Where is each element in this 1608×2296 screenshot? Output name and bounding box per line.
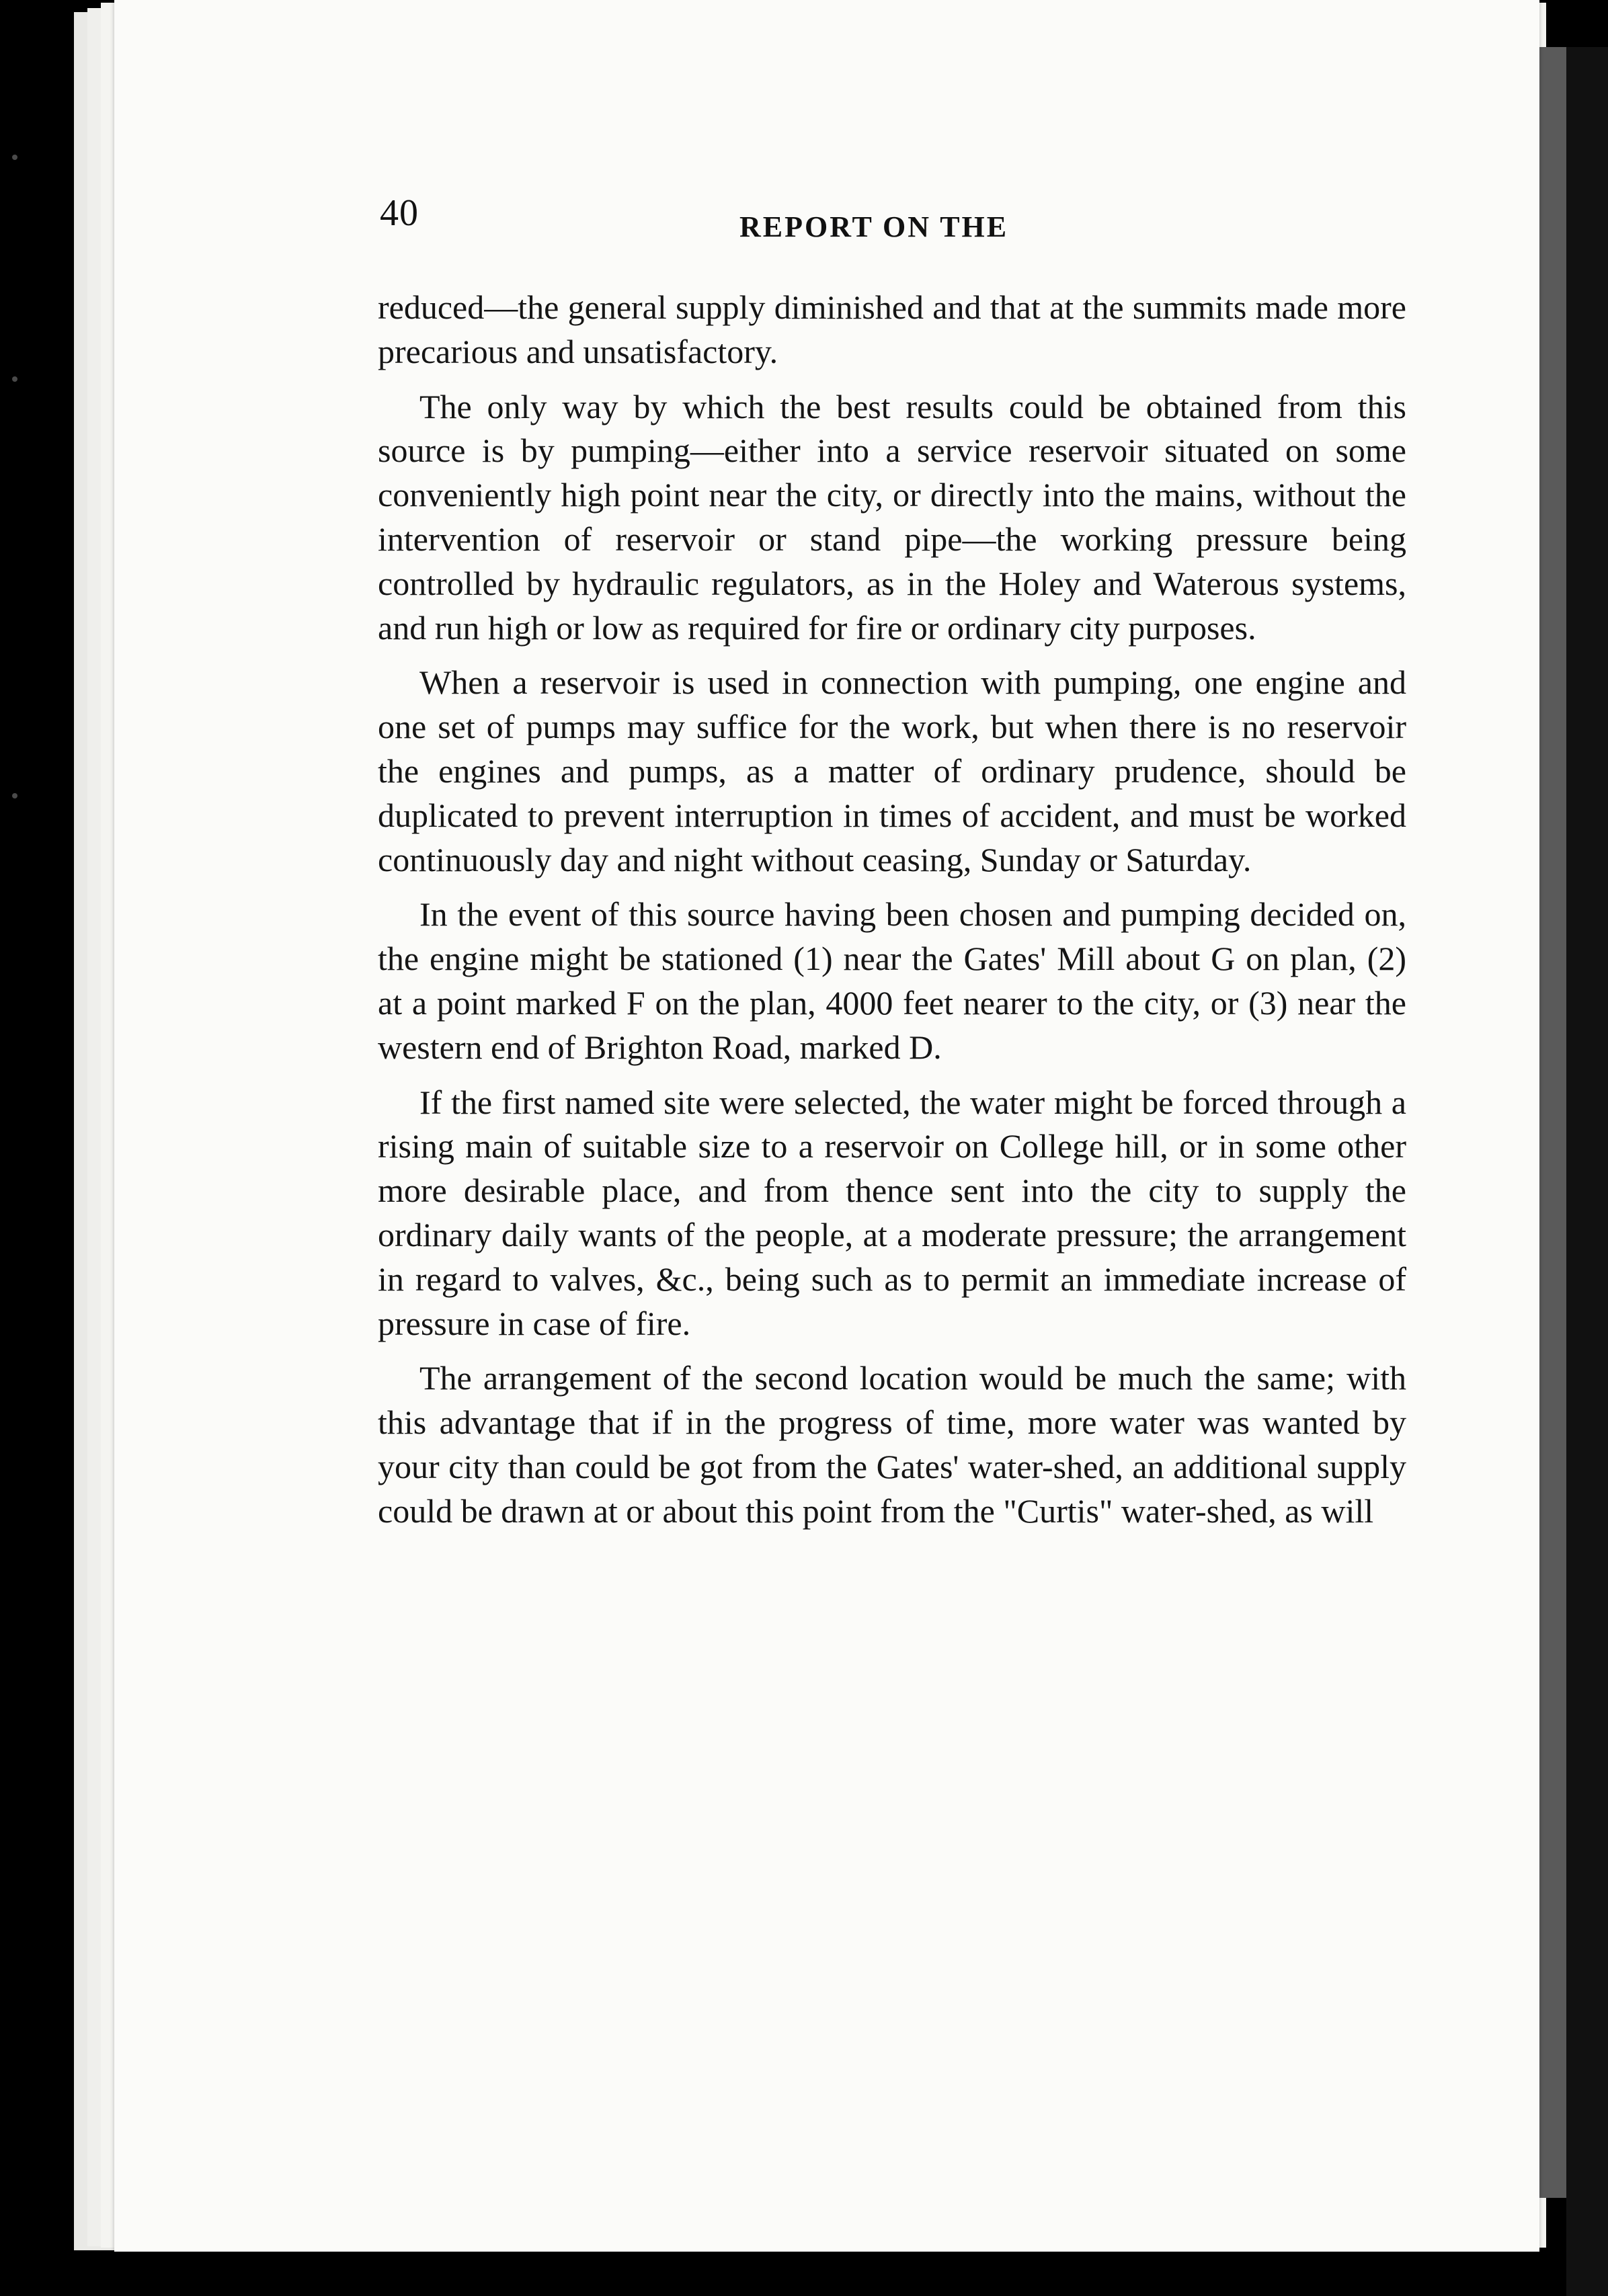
paragraph: The only way by which the best results could be obtained from this source is by pumping—either into a service reservoir situated on some conveniently high point near the city, or directly into the mains, without the intervention of reservoir or stand pipe—the working pressure being controlled by hydraulic regulators, as in the Holey and Waterous systems, and run high or low as required for fire or ordinary city purposes. (378, 387, 1406, 647)
paragraph: In the event of this source having been chosen and pumping decided on, the engine might be stationed (1) near the Gates' Mill about G on plan, (2) at a point marked F on the plan, 4000 feet nearer to the city, or (3) near the western end of Brighton Road, marked D. (378, 895, 1406, 1066)
paragraph: When a reservoir is used in connection with pumping, one engine and one set of pumps may suffice for the work, but when there is no reservoir the engines and pumps, as a matter of ordinary prudence, should be duplicated to prevent interruption in times of accident, and must be worked continuously day and night without ceasing, Sunday or Saturday. (378, 663, 1406, 878)
scan-speck (12, 376, 17, 382)
background-strip (1566, 47, 1608, 2296)
body-text (378, 286, 1406, 1545)
scan-speck (12, 155, 17, 160)
paragraph: If the first named site were selected, the water might be forced through a rising main of suitable size to a reservoir on College hill, or in some other more desirable place, and from thence sent into the city to supply the ordinary daily wants of the people, at a moderate pressure; the arrangement in regard to valves, &c., being such as to permit an immediate increase of pressure in case of fire. (378, 1083, 1406, 1342)
scan-speck (12, 793, 17, 798)
page-number: 40 (380, 192, 419, 234)
paragraph: reduced—the general supply diminished and that at the summits made more precarious and unsatisfactory. (378, 288, 1406, 370)
binding-fold (1539, 47, 1566, 2198)
running-head: REPORT ON THE (739, 210, 1009, 243)
paragraph: The arrangement of the second location would be much the same; with this advantage that if in the progress of time, more water was wanted by your city than could be got from the Gates' water-shed, an additional supply could be drawn at or about this point from the "Curtis" water-shed, as will (378, 1359, 1406, 1530)
